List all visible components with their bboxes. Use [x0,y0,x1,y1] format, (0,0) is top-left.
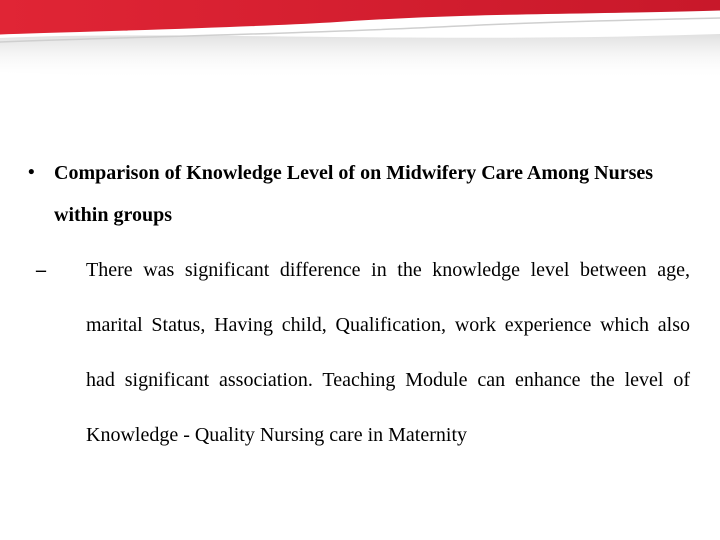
bullet-icon: • [28,162,35,183]
main-bullet-text: Comparison of Knowledge Level of on Midwifery Care Among Nurses within groups [54,162,654,226]
dash-icon: – [36,259,46,281]
sub-bullet-text: There was significant difference in the knowledge level between age, marital Status, Having child, Qualification, work experience which also had significant association. Teaching Module can enhance the level of Knowledge - Quality Nursing care in Maternity [86,259,690,446]
header-shadow-shape [0,34,720,80]
sub-bullet-item [36,252,690,463]
main-bullet-item [28,155,693,236]
header-swoosh-decoration [0,0,720,90]
